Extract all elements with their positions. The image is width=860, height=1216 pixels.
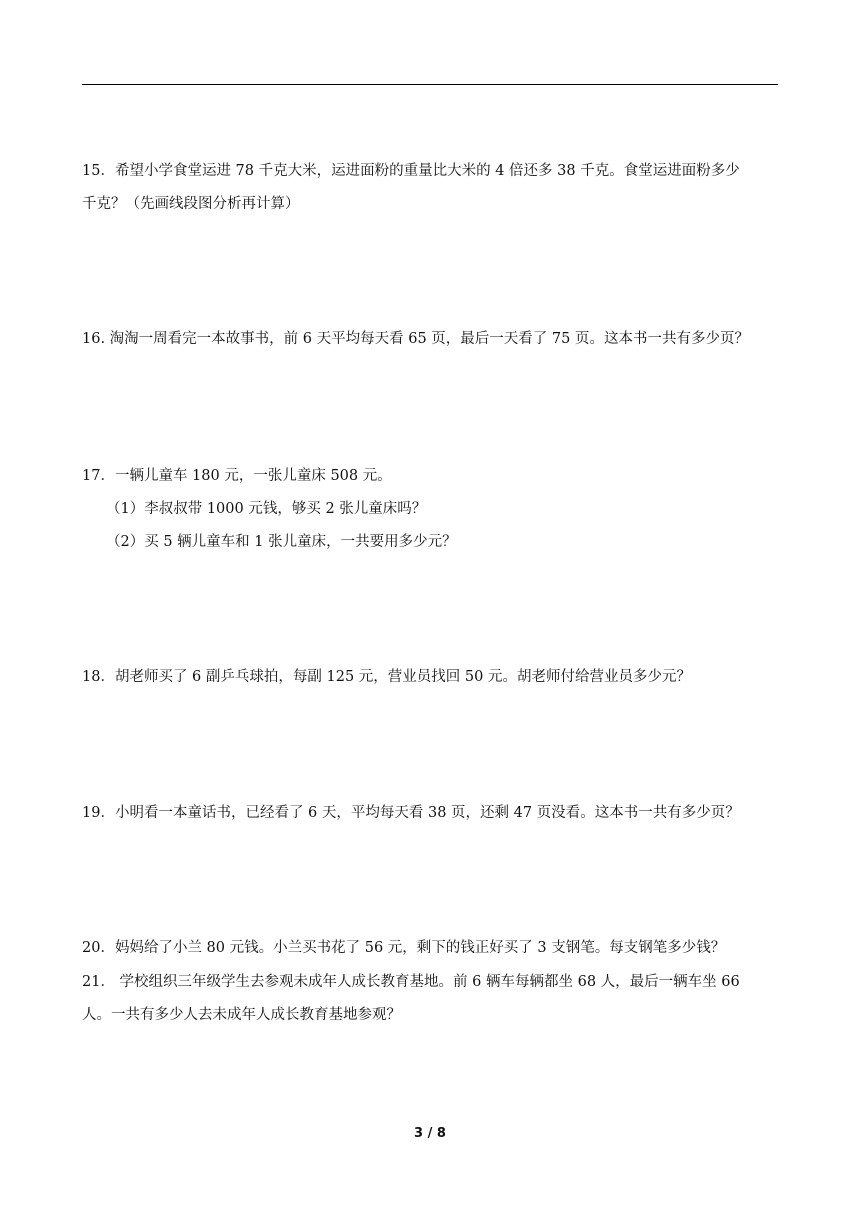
header-rule	[82, 84, 778, 85]
page-number: 3 / 8	[414, 1126, 446, 1141]
question-19-line-1: 19．小明看一本童话书，已经看了 6 天，平均每天看 38 页，还剩 47 页没看。这本书一共有多少页？	[82, 805, 740, 821]
question-15-line-1: 15．希望小学食堂运进 78 千克大米，运进面粉的重量比大米的 4 倍还多 38 千克。食堂运进面粉多少	[82, 163, 740, 179]
question-17-sub-2: （2）买 5 辆儿童车和 1 张儿童床，一共要用多少元？	[106, 534, 457, 550]
question-21-line-2: 人。一共有多少人去未成年人成长教育基地参观？	[82, 1007, 401, 1023]
question-17-sub-1: （1）李叔叔带 1000 元钱，够买 2 张儿童床吗？	[106, 501, 427, 517]
question-17-line-1: 17．一辆儿童车 180 元，一张儿童床 508 元。	[82, 468, 392, 484]
question-18-line-1: 18．胡老师买了 6 副乒乓球拍，每副 125 元，营业员找回 50 元。胡老师付给营业员多少元？	[82, 669, 691, 685]
question-15-line-2: 千克？（先画线段图分析再计算）	[82, 196, 300, 212]
question-16-line-1: 16. 淘淘一周看完一本故事书，前 6 天平均每天看 65 页，最后一天看了 75 页。这本书一共有多少页？	[82, 331, 749, 347]
question-21-line-1: 21． 学校组织三年级学生去参观未成年人成长教育基地。前 6 辆车每辆都坐 68 人，最后一辆车坐 66	[82, 974, 740, 990]
question-20-line-1: 20．妈妈给了小兰 80 元钱。小兰买书花了 56 元，剩下的钱正好买了 3 支钢笔。每支钢笔多少钱？	[82, 940, 726, 956]
